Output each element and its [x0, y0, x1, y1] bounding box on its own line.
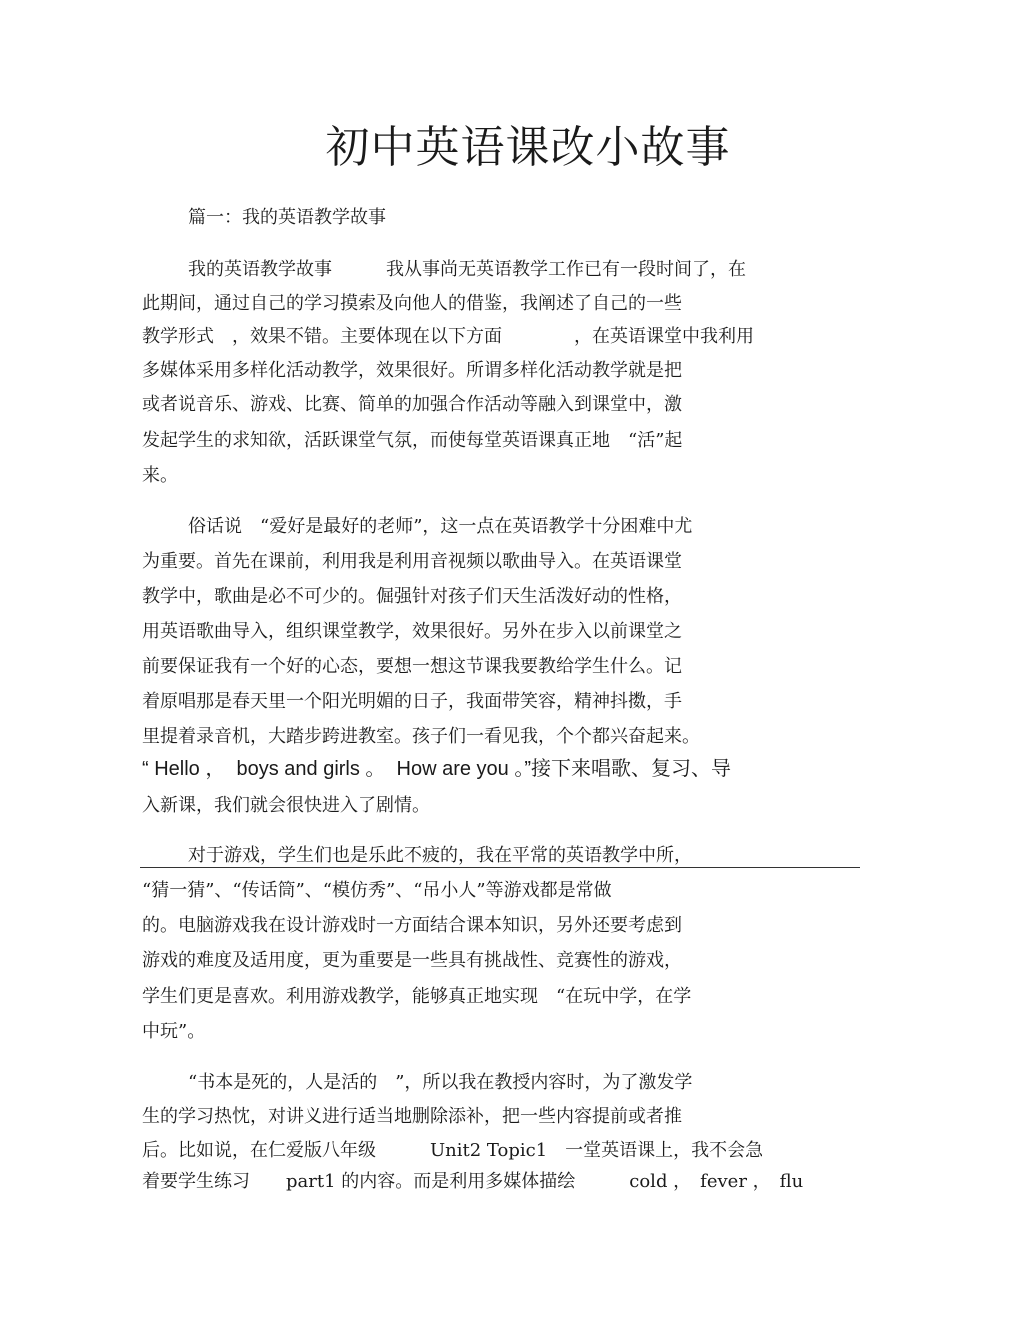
paragraph-3-line-6: 中玩”。 — [142, 1021, 206, 1042]
paragraph-1-line-7: 来。 — [142, 465, 178, 486]
paragraph-1-line-4: 多媒体采用多样化活动教学，效果很好。所谓多样化活动教学就是把 — [142, 360, 682, 381]
paragraph-2-line-4: 用英语歌曲导入，组织课堂教学，效果很好。另外在步入以前课堂之 — [142, 621, 682, 642]
paragraph-2-line-3: 教学中，歌曲是必不可少的。倔强针对孩子们天生活泼好动的性格， — [142, 586, 682, 607]
document-title: 初中英语课改小故事 — [325, 122, 731, 173]
paragraph-2-line-8: “ Hello ， boys and girls 。 How are you 。”接下来唱歌、复习、导 — [142, 758, 732, 780]
paragraph-3-line-1: 对于游戏，学生们也是乐此不疲的，我在平常的英语教学中所， — [188, 845, 692, 866]
horizontal-rule — [140, 867, 860, 868]
paragraph-2-line-9: 入新课，我们就会很快进入了剧情。 — [142, 795, 430, 816]
paragraph-2-line-6: 着原唱那是春天里一个阳光明媚的日子，我面带笑容，精神抖擞，手 — [142, 691, 682, 712]
paragraph-1-line-6: 发起学生的求知欲，活跃课堂气氛，而使每堂英语课真正地 “活”起 — [142, 430, 683, 451]
paragraph-4-line-4: 着要学生练习 part1 的内容。而是利用多媒体描绘 cold ， fever ， flu — [142, 1171, 804, 1192]
paragraph-3-line-3: 的。电脑游戏我在设计游戏时一方面结合课本知识，另外还要考虑到 — [142, 915, 682, 936]
section-heading: 篇一：我的英语教学故事 — [188, 207, 386, 228]
paragraph-2-line-2: 为重要。首先在课前，利用我是利用音视频以歌曲导入。在英语课堂 — [142, 551, 682, 572]
paragraph-1-line-3: 教学形式 ，效果不错。主要体现在以下方面 ，在英语课堂中我利用 — [142, 326, 754, 347]
paragraph-3-line-2: “猜一猜”、“传话筒”、“模仿秀”、“吊小人”等游戏都是常做 — [142, 880, 612, 901]
paragraph-4-line-3: 后。比如说，在仁爱版八年级 Unit2 Topic1 一堂英语课上，我不会急 — [142, 1140, 764, 1161]
paragraph-1-line-2: 此期间，通过自己的学习摸索及向他人的借鉴，我阐述了自己的一些 — [142, 293, 682, 314]
paragraph-2-line-1: 俗话说 “爱好是最好的老师”，这一点在英语教学十分困难中尤 — [188, 516, 693, 537]
paragraph-2-line-7: 里提着录音机，大踏步跨进教室。孩子们一看见我，个个都兴奋起来。 — [142, 726, 700, 747]
paragraph-1-line-1: 我的英语教学故事 我从事尚无英语教学工作已有一段时间了，在 — [188, 259, 746, 280]
paragraph-1-line-5: 或者说音乐、游戏、比赛、简单的加强合作活动等融入到课堂中，激 — [142, 394, 682, 415]
paragraph-3-line-5: 学生们更是喜欢。利用游戏教学，能够真正地实现 “在玩中学，在学 — [142, 986, 692, 1007]
paragraph-4-line-1: “书本是死的，人是活的 ”，所以我在教授内容时，为了激发学 — [188, 1072, 693, 1093]
paragraph-4-line-2: 生的学习热忱，对讲义进行适当地删除添补，把一些内容提前或者推 — [142, 1106, 682, 1127]
paragraph-3-line-4: 游戏的难度及适用度，更为重要是一些具有挑战性、竞赛性的游戏， — [142, 950, 682, 971]
paragraph-2-line-5: 前要保证我有一个好的心态，要想一想这节课我要教给学生什么。记 — [142, 656, 682, 677]
